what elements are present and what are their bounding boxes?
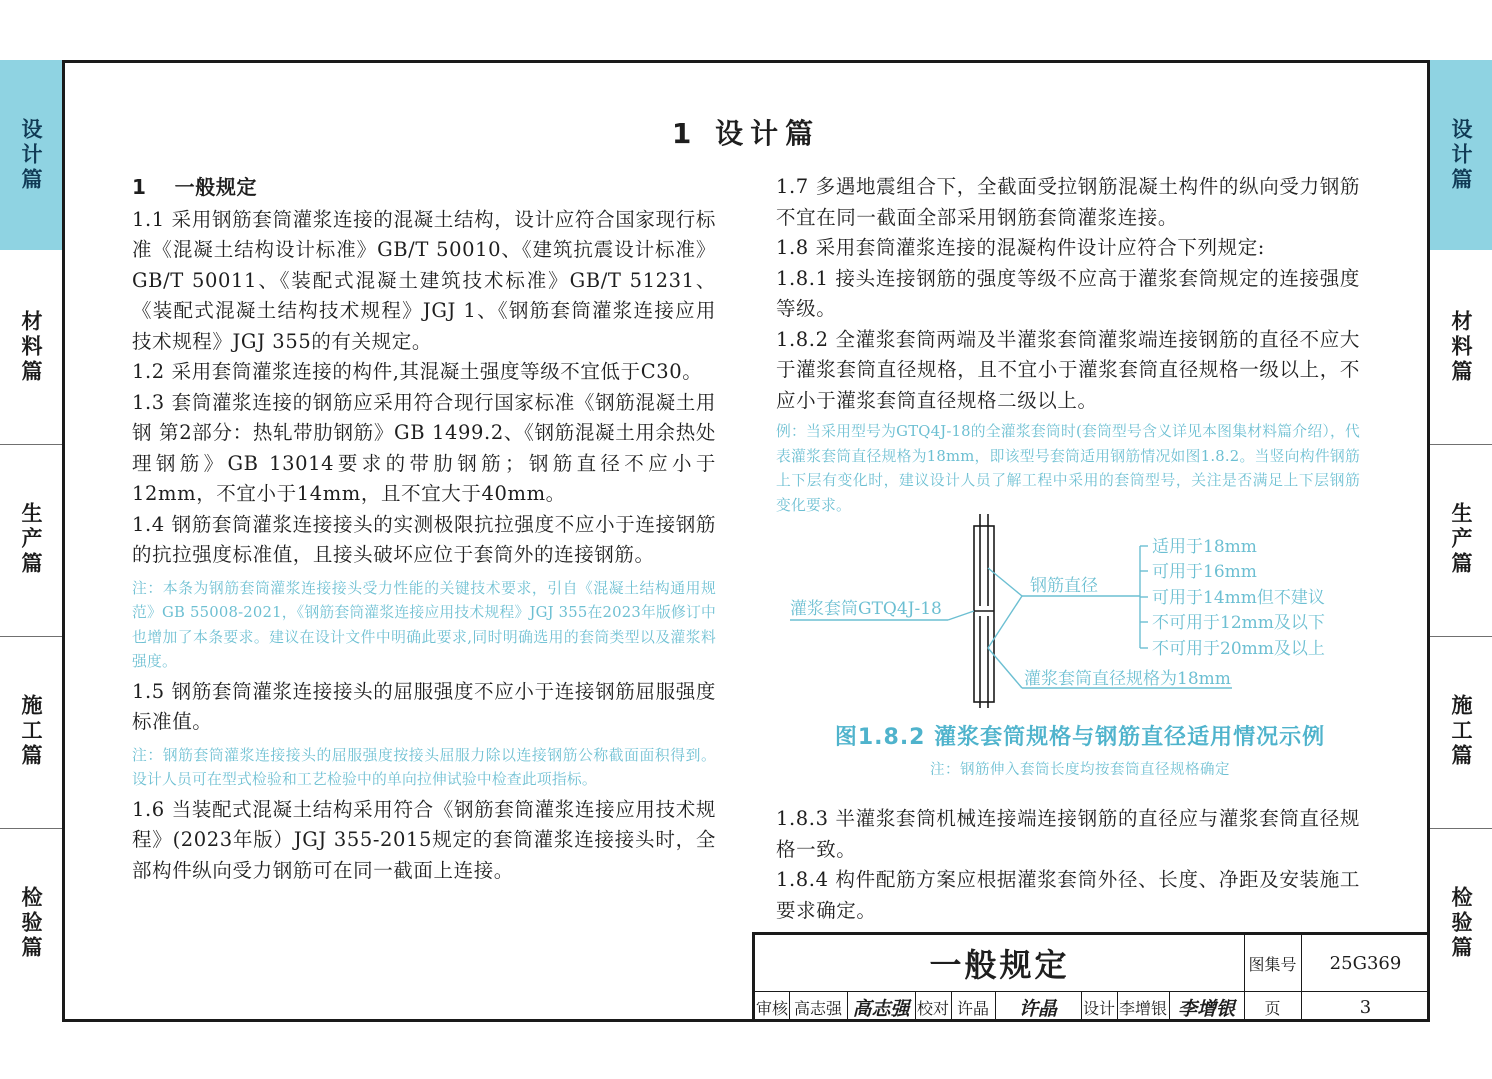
clause-1-8-2: 1.8.2 全灌浆套筒两端及半灌浆套筒灌浆端连接钢筋的直径不应大于灌浆套筒直径规格，且不宜小于灌浆套筒直径规格一级以上，不应小于灌浆套筒直径规格二级以上。 [776,327,1360,412]
designer-name: 李增银 [1118,998,1167,1018]
side-tab-inspection-right[interactable] [1430,828,1492,1018]
checker-signature: 许晶 [1018,997,1057,1020]
reviewer-signature: 高志强 [852,997,910,1020]
left-column [132,172,716,886]
title-block [752,932,1430,1022]
side-tab-label: 设计篇 [1449,117,1473,193]
option-label: 不可用于12mm及以下 [1152,613,1325,633]
option-label: 不可用于20mm及以上 [1152,639,1325,659]
sleeve-label: 灌浆套筒GTQ4J-18 [790,599,942,619]
clause-1-6: 1.6 当装配式混凝土结构采用符合《钢筋套筒灌浆连接应用技术规程》(2023年版）JGJ 355-2015规定的套筒灌浆连接接头时，全部构件纵向受力钢筋可在同一截面上连接。 [132,797,716,882]
side-tab-construction-right[interactable] [1430,636,1492,826]
side-tab-label: 检验篇 [19,885,43,961]
drawing-name: 一般规定 [929,946,1070,984]
note-1-4: 注：本条为钢筋套筒灌浆连接接头受力性能的关键技术要求，引自《混凝土结构通用规范》GB 55008-2021，《钢筋套筒灌浆连接应用技术规程》JGJ 355在2023年版修订中也增加了本条要求。建议在设计文件中明确此要求,同时明确选用的套筒类型以及灌浆料强度。 [132,579,716,670]
page-number: 3 [1359,996,1372,1018]
clause-1-8-1: 1.8.1 接头连接钢筋的强度等级不应高于灌浆套筒规定的连接强度等级。 [776,266,1360,320]
clause-1-3: 1.3 套筒灌浆连接的钢筋应采用符合现行国家标准《钢筋混凝土用钢 第2部分：热轧带肋钢筋》GB 1499.2、《钢筋混凝土用余热处理钢筋》GB 13014要求的带肋钢筋；钢筋直径不应小于12mm，不宜小于14mm，且不宜大于40mm。 [132,390,716,505]
check-label: 校对 [916,998,949,1018]
rebar-label: 钢筋直径 [1030,576,1098,596]
side-tab-label: 材料篇 [19,309,43,385]
option-label: 可用于16mm [1152,562,1257,582]
clause-1-8: 1.8 采用套筒灌浆连接的混凝构件设计应符合下列规定: [776,236,1265,259]
clause-1-1: 1.1 采用钢筋套筒灌浆连接的混凝土结构，设计应符合国家现行标准《混凝土结构设计标准》GB/T 50010、《建筑抗震设计标准》GB/T 50011、《装配式混凝土建筑技术标准》GB/T 51231、《装配式混凝土结构技术规程》JGJ 1、《钢筋套筒灌浆连接应用技术规程》JGJ 355的有关规定。 [132,207,716,353]
side-tab-construction-left[interactable] [0,636,62,826]
side-tab-materials-left[interactable] [0,252,62,442]
review-label: 审核 [755,998,788,1018]
side-tab-label: 检验篇 [1449,885,1473,961]
page-label: 页 [1264,998,1281,1018]
clause-1-4: 1.4 钢筋套筒灌浆连接接头的实测极限抗拉强度不应小于连接钢筋的抗拉强度标准值，且接头破坏应位于套筒外的连接钢筋。 [132,512,716,566]
clause-1-5: 1.5 钢筋套筒灌浆连接接头的屈服强度不应小于连接钢筋屈服强度标准值。 [132,679,716,733]
designer-signature: 李增银 [1177,997,1235,1020]
side-tab-label: 施工篇 [1449,693,1473,769]
atlas-number: 25G369 [1329,952,1402,974]
page-title: 1 设计篇 [671,117,821,150]
sleeve-label-leader [948,611,974,620]
clause-1-8-3: 1.8.3 半灌浆套筒机械连接端连接钢筋的直径应与灌浆套筒直径规格一致。 [776,807,1360,861]
reviewer-name: 高志强 [793,998,842,1018]
spec-label: 灌浆套筒直径规格为18mm [1024,669,1231,689]
spec-label-leader [988,648,1022,688]
side-tab-label: 生产篇 [1449,501,1473,577]
clause-1-7: 1.7 多遇地震组合下，全截面受拉钢筋混凝土构件的纵向受力钢筋不宜在同一截面全部采用钢筋套筒灌浆连接。 [776,175,1360,229]
sleeve-outline [974,526,994,702]
design-label: 设计 [1082,998,1115,1018]
side-tab-production-left[interactable] [0,444,62,634]
side-tab-design-left[interactable] [0,60,62,250]
note-1-5: 注：钢筋套筒灌浆连接接头的屈服强度按接头屈服力除以连接钢筋公称截面面积得到。设计人员可在型式检验和工艺检验中的单向拉伸试验中检查此项指标。 [132,746,716,788]
side-tab-materials-right[interactable] [1430,252,1492,442]
rebar-label-leader [988,596,1022,648]
right-column [776,172,1360,520]
option-label: 适用于18mm [1152,537,1257,557]
side-tab-label: 施工篇 [19,693,43,769]
side-tab-design-right[interactable] [1430,60,1492,250]
side-tab-label: 设计篇 [19,117,43,193]
section-heading: 1 一般规定 [132,175,258,199]
clause-1-8-4: 1.8.4 构件配筋方案应根据灌浆套筒外径、长度、净距及安装施工要求确定。 [776,868,1360,922]
figure-caption: 图1.8.2 灌浆套筒规格与钢筋直径适用情况示例 [834,725,1326,750]
side-tab-inspection-left[interactable] [0,828,62,1018]
figure-note: 注：钢筋伸入套筒长度均按套筒直径规格确定 [930,762,1230,778]
example-note: 例：当采用型号为GTQ4J-18的全灌浆套筒时(套筒型号含义详见本图集材料篇介绍），代表灌浆套筒直径规格为18mm，即该型号套筒适用钢筋情况如图1.8.2。当竖向构件钢筋上下层有变化时，建议设计人员了解工程中采用的套筒型号，关注是否满足上下层钢筋变化要求。 [776,423,1360,514]
side-tab-production-right[interactable] [1430,444,1492,634]
option-label: 可用于14mm但不建议 [1152,588,1325,608]
atlas-number-label: 图集号 [1248,954,1297,974]
sleeve-diagram [760,508,1400,708]
side-tab-label: 生产篇 [19,501,43,577]
rebar-label-leader [988,568,1022,596]
checker-name: 许晶 [956,998,989,1018]
clause-1-2: 1.2 采用套筒灌浆连接的构件,其混凝土强度等级不宜低于C30。 [132,360,703,383]
side-tab-label: 材料篇 [1449,309,1473,385]
right-column-lower [776,804,1360,926]
